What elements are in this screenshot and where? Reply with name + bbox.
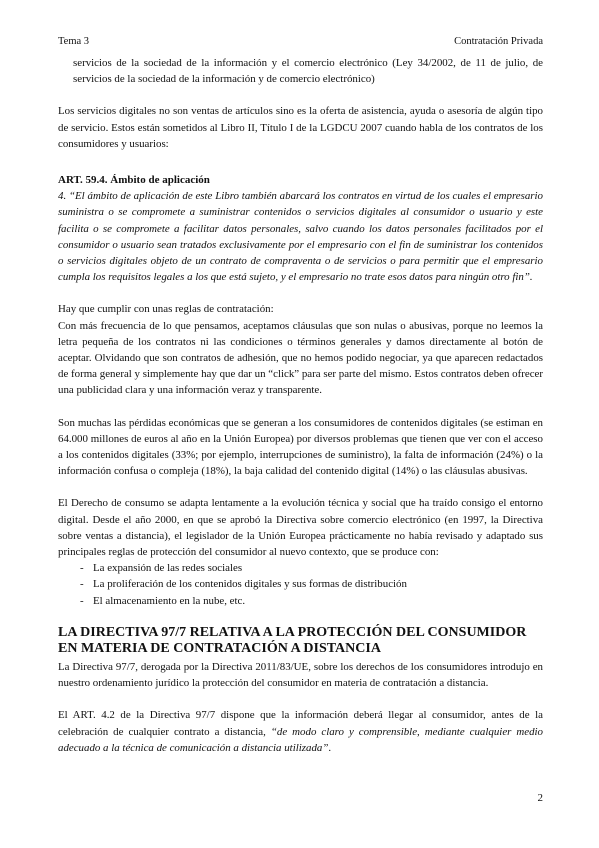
article-4-2-text: El ART. 4.2 de la Directiva 97/7 dispone que la información deberá llegar al consumidor, antes de la celebración de cualquier contrato a distancia, [58,709,543,738]
article-4-2-end: . [328,741,332,754]
paragraph-rules: Con más frecuencia de lo que pensamos, aceptamos cláusulas que son nulas o abusivas, porque no leemos la letra pequeña de los contratos ni las condiciones o términos generales y damos directamente al botón de aceptar. Olvidando que son contratos de adhesión, que no hemos podido negociar, ya que aparecen redactados de forma general y simplemente hay que dar un “click” para ser parte del mismo. Estos contratos deben ofrecer una publicidad clara y una información veraz y transparente. [58,319,543,397]
paragraph-article-4-2 [58,707,543,756]
article-4-2-quote: “de modo claro y comprensible, mediante cualquier medio adecuado a la técnica de comunicación a distancia utilizada” [58,725,543,754]
page-content [58,55,543,756]
article-quote: 4. “El ámbito de aplicación de este Libro también abarcará los contratos en virtud de los cuales el empresario suministra o se compromete a suministrar contenidos o servicios digitales al consumidor o usuario y este facilita o se compromete a facilitar datos personales, salvo cuando los datos personales facilitados por el consumidor o usuario sean tratados exclusivamente por el empresario con el fin de suministrar los contenidos o servicios digitales objeto de un contrato de compraventa o de servicios o para permitir que el empresario cumpla los requisitos legales a los que está sujeto, y el empresario no trate esos datos para ningún otro fin”. [58,190,543,284]
paragraph-losses: Son muchas las pérdidas económicas que se generan a los consumidores de contenidos digitales (se estiman en 64.000 millones de euros al año en la Unión Europea) por diversos problemas que tienen que ver con el acceso a los contenidos digitales (33%; por ejemplo, interrupciones de suministro), la falta de información (24%) o la información confusa o compleja (18%), la baja calidad del contenido digital (14%) o las cláusulas abusivas. [58,416,543,478]
paragraph-digital-services: Los servicios digitales no son ventas de artículos sino es la oferta de asistencia, ayuda o asesoría de algún tipo de servicio. Estos están sometidos al Libro II, Título I de la LGDCU 2007 cuando habla de los contratos de los consumidores y usuarios: [58,105,543,150]
list-item: - El almacenamiento en la nube, etc. [80,593,543,609]
paragraph-consumer-law: El Derecho de consumo se adapta lentamente a la evolución técnica y social que ha traído consigo el entorno digital. Desde el año 2000, en que se aprobó la Directiva sobre comercio electrónico (en 1997, la Directiva sobre ventas a distancia), el legislador de la Unión Europea prácticamente no había revisado y adaptado sus principales reglas de protección del consumidor al nuevo contexto, que se produce con: [58,497,543,559]
paragraph-rules-intro: Hay que cumplir con unas reglas de contratación: [58,303,274,316]
paragraph-directive: La Directiva 97/7, derogada por la Directiva 2011/83/UE, sobre los derechos de los consumidores introdujo en nuestro ordenamiento jurídico la protección del consumidor en materia de contratación a distancia. [58,660,543,690]
page-number: 2 [537,792,543,804]
article-title: ART. 59.4. Ámbito de aplicación [58,174,210,187]
intro-continuation: servicios de la sociedad de la información y el comercio electrónico (Ley 34/2002, de 11 de julio, de servicios de la sociedad de la información y de comercio electrónico) [73,57,543,86]
header-left: Tema 3 [58,36,90,47]
header-right: Contratación Privada [454,36,543,47]
bullet-list [58,560,543,609]
section-heading: LA DIRECTIVA 97/7 RELATIVA A LA PROTECCIÓN DEL CONSUMIDOR EN MATERIA DE CONTRATACIÓN A DISTANCIA [58,624,527,656]
list-item: - La proliferación de los contenidos digitales y sus formas de distribución [80,576,543,592]
list-item: - La expansión de las redes sociales [80,560,543,576]
